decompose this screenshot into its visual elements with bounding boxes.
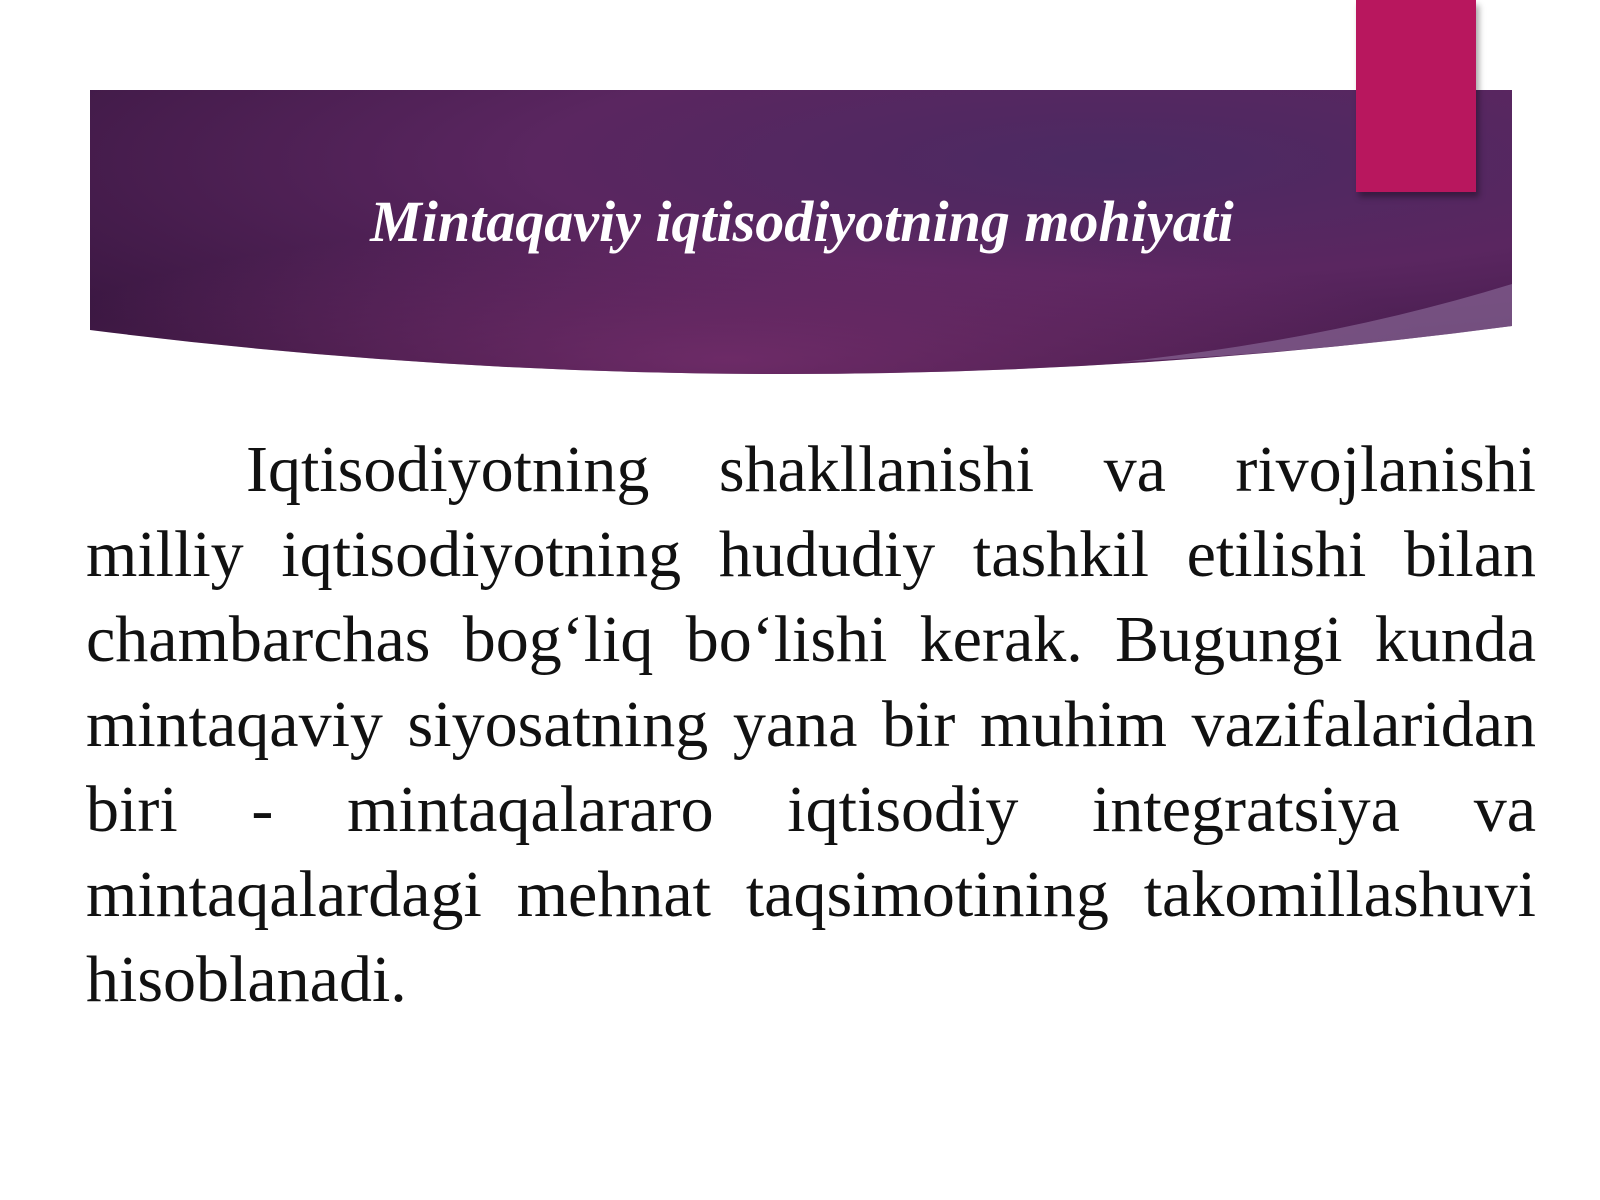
body-paragraph: Iqtisodiyotning shakllanishi va rivojlanishi milliy iqtisodiyotning hududiy tashkil etilishi bilan chambarchas bog‘liq bo‘lishi kerak. Bugungi kunda mintaqaviy siyosatning yana bir muhim vazifalaridan biri - mintaqalararo iqtisodiy integratsiya va mintaqalardagi mehnat taqsimotining takomillashuvi hisoblanadi.	[86, 433, 1536, 1016]
slide-title: Mintaqaviy iqtisodiyotning mohiyati	[370, 189, 1234, 254]
accent-tag	[1356, 0, 1476, 192]
